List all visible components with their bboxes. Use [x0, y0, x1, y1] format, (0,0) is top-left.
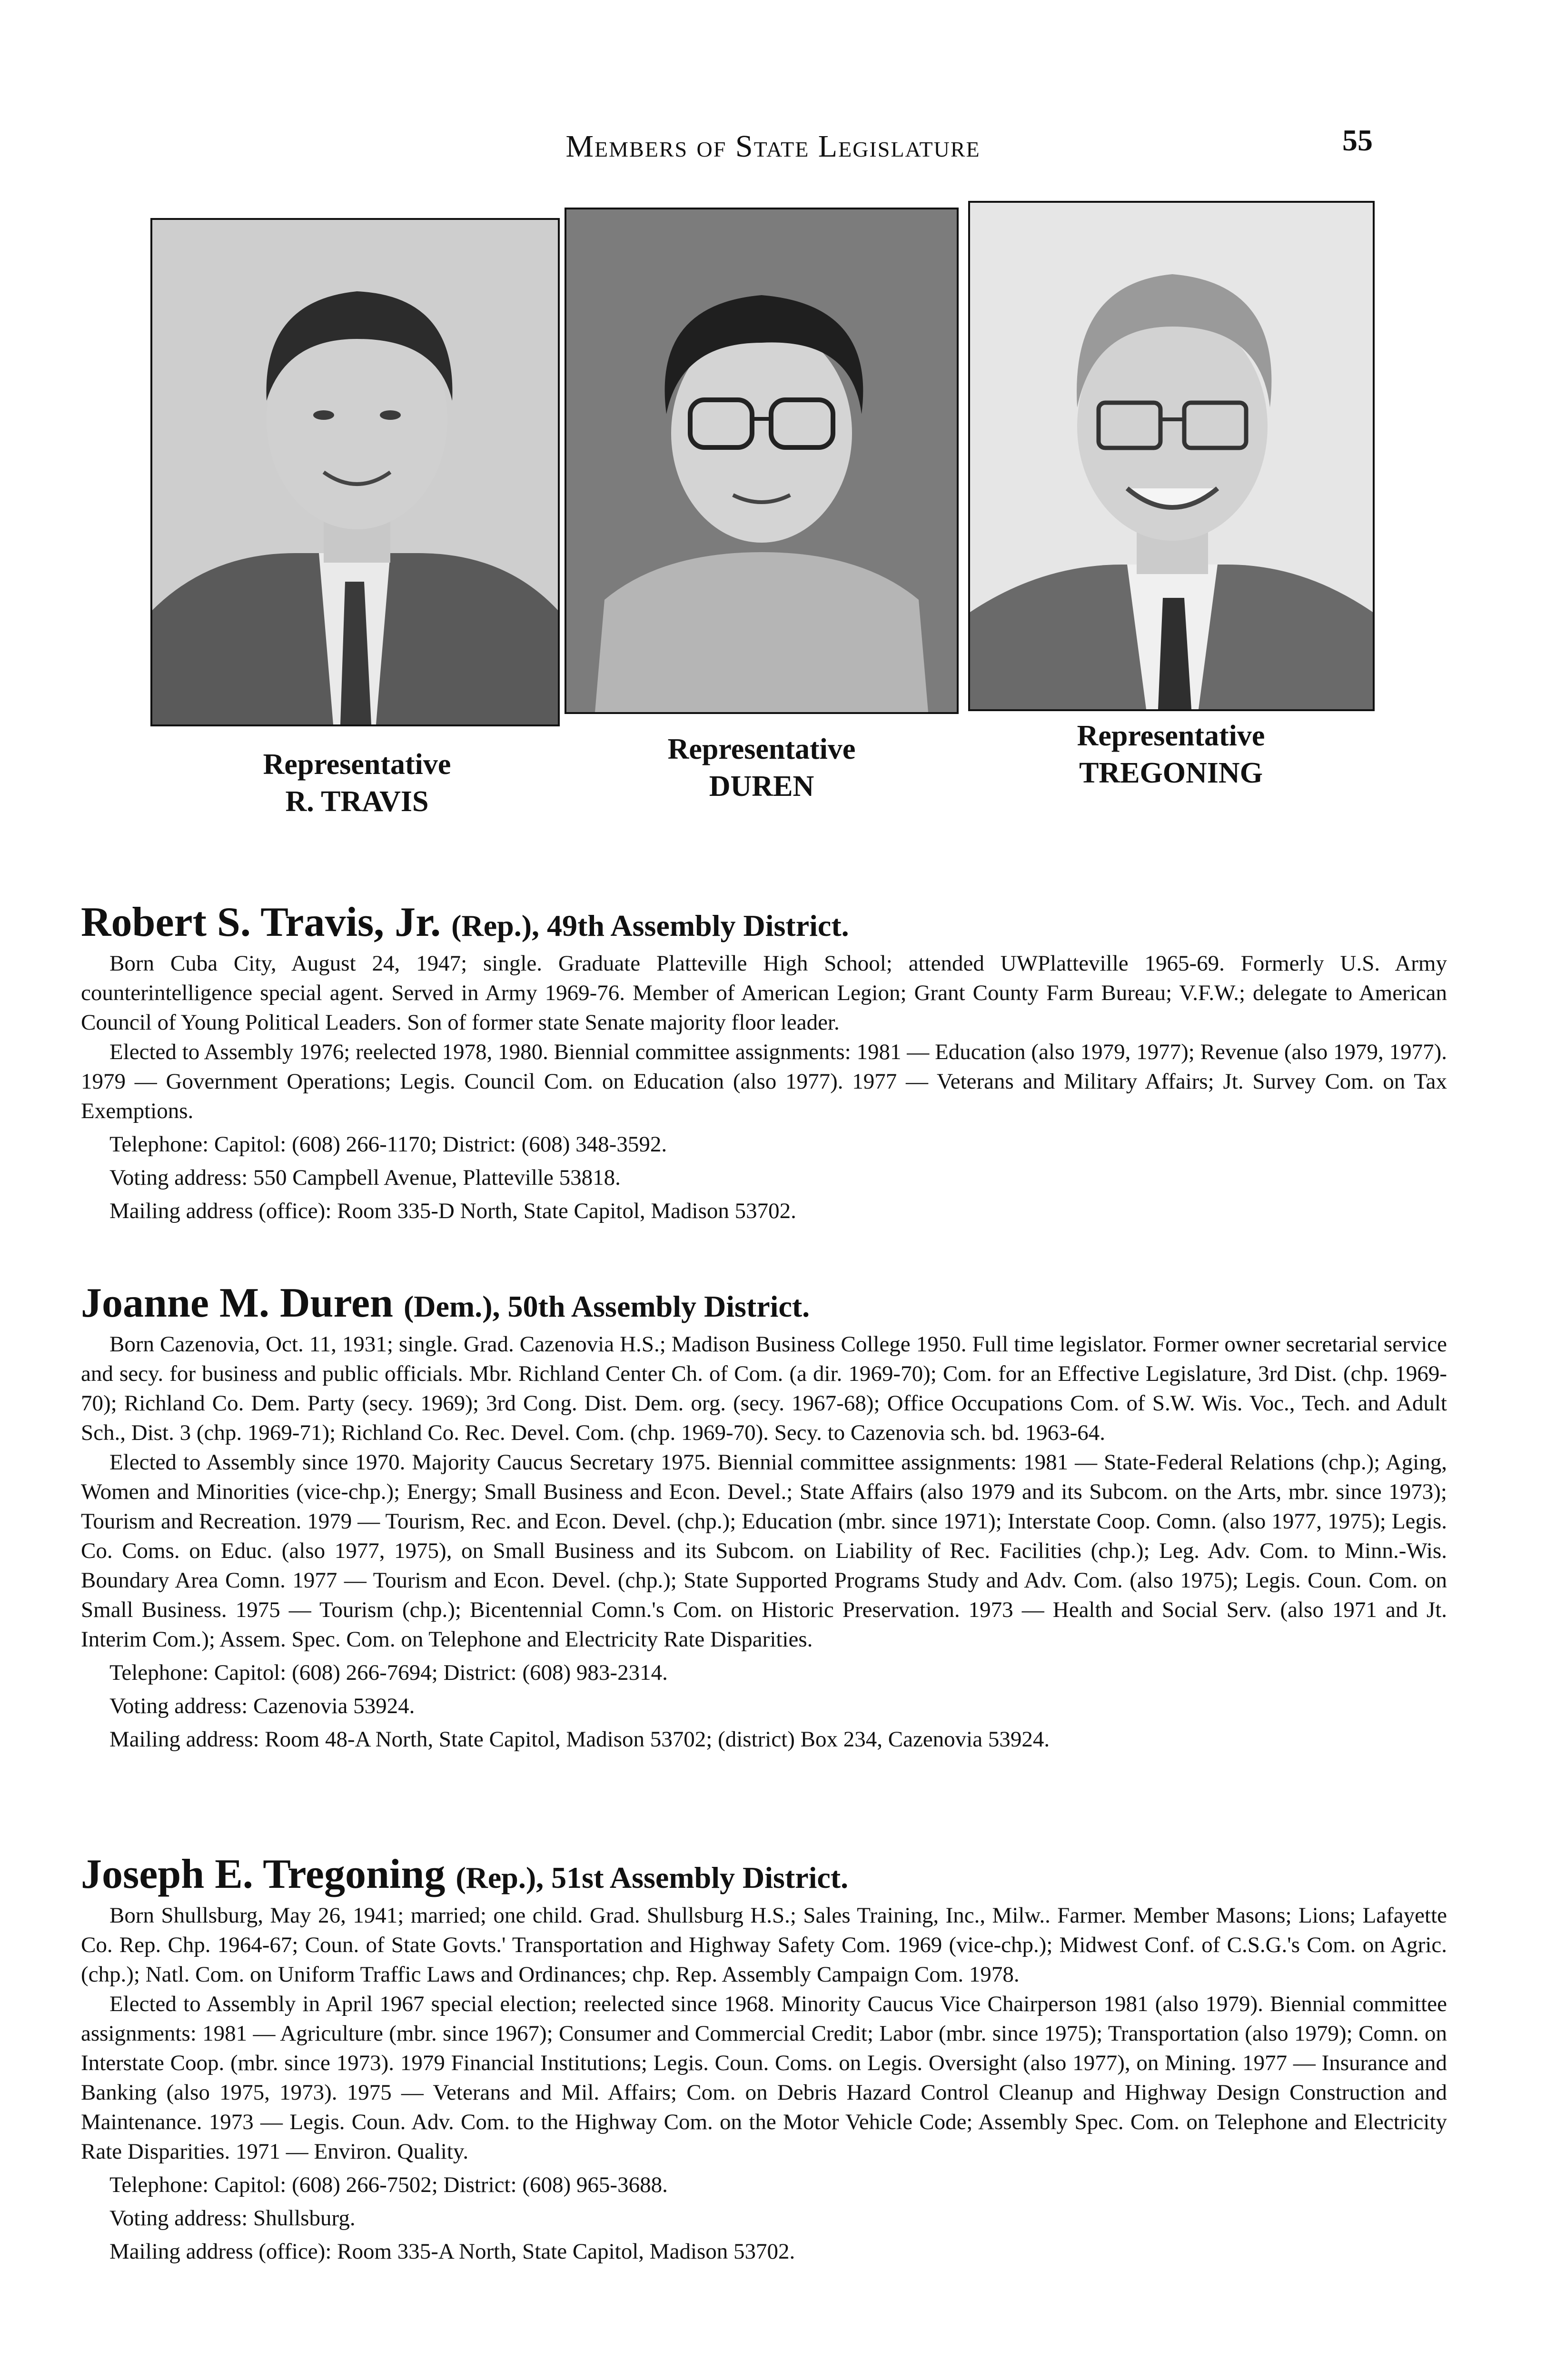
- bio-heading: [81, 1280, 1447, 1327]
- bio-born-paragraph: Born Shullsburg, May 26, 1941; married; one child. Grad. Shullsburg H.S.; Sales Training, Inc., Milw.. Farmer. Member Masons; Lions; Lafayette Co. Rep. Chp. 1964-67; Coun. of State Govts.' Transportation and Highway Safety Com. 1969 (vice-chp.); Midwest Conf. of C.S.G.'s Com. on Agric. (chp.); Natl. Com. on Uniform Traffic Laws and Ordinances; chp. Rep. Assembly Campaign Com. 1978.: [81, 1903, 1447, 1987]
- caption-title: Representative: [667, 733, 856, 765]
- bio-duren: [81, 1280, 1447, 1754]
- caption-name: R. TRAVIS: [285, 785, 429, 818]
- mailing-address-line: Mailing address (office): Room 335-D North, State Capitol, Madison 53702.: [109, 1198, 796, 1223]
- telephone-line: Telephone: Capitol: (608) 266-7502; District: (608) 965-3688.: [109, 2172, 668, 2197]
- bio-tregoning: [81, 1852, 1447, 2266]
- mailing-address-line: Mailing address (office): Room 335-A North, State Capitol, Madison 53702.: [109, 2239, 795, 2264]
- mailing-address-line: Mailing address: Room 48-A North, State Capitol, Madison 53702; (district) Box 234, Cazenovia 53924.: [109, 1726, 1050, 1752]
- portrait-duren-image: [566, 209, 957, 712]
- portrait-tregoning-image: [970, 203, 1373, 709]
- member-district: , 51st Assembly District.: [536, 1861, 849, 1894]
- photo-travis: [150, 218, 560, 726]
- member-name: Robert S. Travis, Jr.: [81, 899, 441, 945]
- header-text: Members of State Legislature: [565, 129, 981, 164]
- voting-address-line: Voting address: Shullsburg.: [109, 2205, 356, 2231]
- caption-title: Representative: [263, 748, 451, 781]
- bio-travis: [81, 900, 1447, 1226]
- portrait-travis-image: [152, 220, 558, 724]
- running-header: [0, 129, 1546, 165]
- voting-address-line: Voting address: 550 Campbell Avenue, Platteville 53818.: [109, 1165, 621, 1190]
- bio-born-paragraph: Born Cazenovia, Oct. 11, 1931; single. Grad. Cazenovia H.S.; Madison Business College 1950. Full time legislator. Former owner secretarial service and secy. for business and public officials. Mbr. Richland Center Ch. of Com. (a dir. 1969-70); Com. for an Effective Legislature, 3rd Dist. (chp. 1969-70); Richland Co. Dem. Party (secy. 1969); 3rd Cong. Dist. Dem. org. (secy. 1967-68); Office Occupations Com. of S.W. Wis. Voc., Tech. and Adult Sch., Dist. 3 (chp. 1969-71); Richland Co. Rec. Devel. Com. (chp. 1969-70). Secy. to Cazenovia sch. bd. 1963-64.: [81, 1331, 1447, 1445]
- telephone-line: Telephone: Capitol: (608) 266-1170; District: (608) 348-3592.: [109, 1131, 667, 1157]
- page-number: 55: [1342, 123, 1373, 157]
- member-district: , 49th Assembly District.: [532, 909, 849, 942]
- bio-born-paragraph: Born Cuba City, August 24, 1947; single. Graduate Platteville High School; attended UWPlatteville 1965-69. Formerly U.S. Army counterintelligence special agent. Served in Army 1969-76. Member of American Legion; Grant County Farm Bureau; V.F.W.; delegate to American Council of Young Political Leaders. Son of former state Senate majority floor leader.: [81, 951, 1447, 1035]
- caption-duren: [605, 731, 919, 805]
- caption-tregoning: [1014, 718, 1328, 792]
- bio-heading: [81, 1852, 1447, 1898]
- caption-name: TREGONING: [1079, 756, 1263, 789]
- bio-elected-paragraph: Elected to Assembly 1976; reelected 1978, 1980. Biennial committee assignments: 1981 — Education (also 1979, 1977); Revenue (also 1979, 1977). 1979 — Government Operations; Legis. Council Com. on Education (also 1977). 1977 — Veterans and Military Affairs; Jt. Survey Com. on Tax Exemptions.: [81, 1039, 1447, 1123]
- caption-title: Representative: [1077, 720, 1265, 752]
- member-party: (Dem.): [403, 1289, 493, 1323]
- bio-heading: [81, 900, 1447, 946]
- caption-travis: [200, 746, 514, 820]
- photo-duren: [565, 208, 959, 714]
- bio-elected-paragraph: Elected to Assembly since 1970. Majority Caucus Secretary 1975. Biennial committee assignments: 1981 — State-Federal Relations (chp.); Aging, Women and Minorities (vice-chp.); Energy; Small Business and Econ. Devel.; State Affairs (also 1979 and its Subcom. on the Arts, mbr. since 1973); Tourism and Recreation. 1979 — Tourism, Rec. and Econ. Devel. (chp.); Education (mbr. since 1971); Interstate Coop. Comn. (also 1977, 1975); Legis. Co. Coms. on Educ. (also 1977, 1975), on Small Business and its Subcom. on Liability of Rec. Facilities (chp.); Leg. Adv. Com. to Minn.-Wis. Boundary Area Comn. 1977 — Tourism and Econ. Devel. (chp.); State Supported Programs Study and Adv. Com. (also 1975); Legis. Coun. Com. on Small Business. 1975 — Tourism (chp.); Bicentennial Comn.'s Com. on Historic Preservation. 1973 — Health and Social Serv. (also 1971 and Jt. Interim Com.); Assem. Spec. Com. on Telephone and Electricity Rate Disparities.: [81, 1449, 1447, 1652]
- member-party: (Rep.): [456, 1861, 536, 1894]
- photo-tregoning: [968, 201, 1375, 711]
- telephone-line: Telephone: Capitol: (608) 266-7694; District: (608) 983-2314.: [109, 1660, 668, 1685]
- bio-elected-paragraph: Elected to Assembly in April 1967 special election; reelected since 1968. Minority Caucus Vice Chairperson 1981 (also 1979). Biennial committee assignments: 1981 — Agriculture (mbr. since 1967); Consumer and Commercial Credit; Labor (mbr. since 1975); Transportation (also 1979); Comn. on Interstate Coop. (mbr. since 1973). 1979 Financial Institutions; Legis. Coun. Coms. on Legis. Oversight (also 1977), on Mining. 1977 — Insurance and Banking (also 1975, 1973). 1975 — Veterans and Mil. Affairs; Com. on Debris Hazard Control Cleanup and Highway Design Construction and Maintenance. 1973 — Legis. Coun. Adv. Com. to the Highway Com. on the Motor Vehicle Code; Assembly Spec. Com. on Telephone and Electricity Rate Disparities. 1971 — Environ. Quality.: [81, 1991, 1447, 2164]
- member-district: , 50th Assembly District.: [492, 1289, 810, 1323]
- member-name: Joseph E. Tregoning: [81, 1851, 446, 1897]
- caption-name: DUREN: [709, 770, 814, 803]
- member-name: Joanne M. Duren: [81, 1280, 393, 1326]
- member-party: (Rep.): [451, 909, 532, 942]
- voting-address-line: Voting address: Cazenovia 53924.: [109, 1693, 415, 1718]
